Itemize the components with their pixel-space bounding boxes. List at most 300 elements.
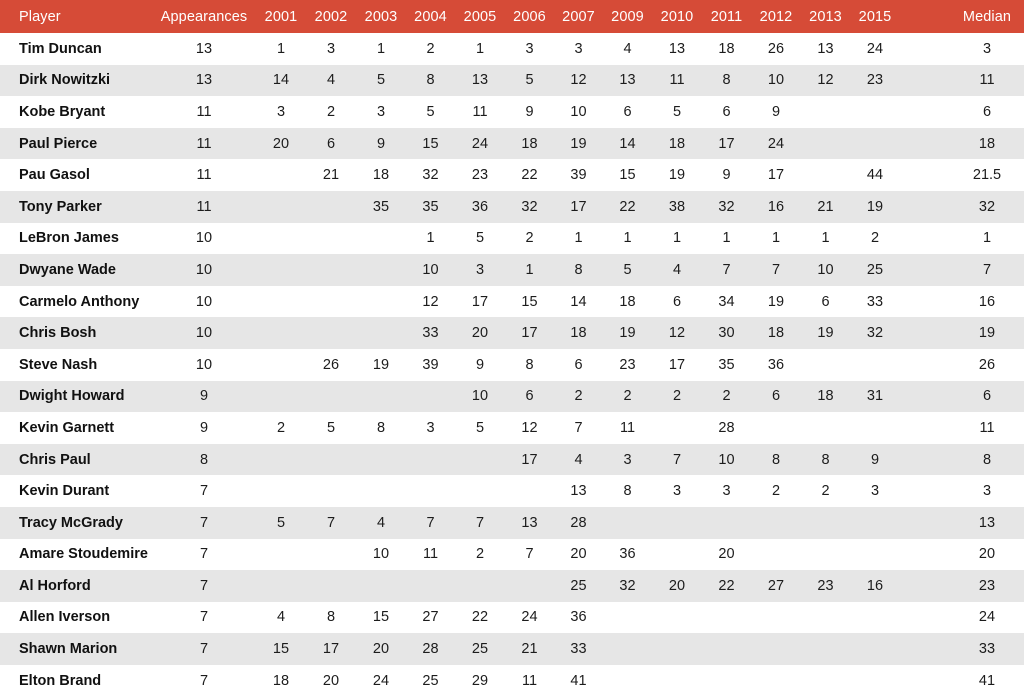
table-cell: 2 [426,40,435,57]
table-cell [801,507,850,539]
table-cell: 25 [866,261,884,278]
player-name-cell: Carmelo Anthony [19,293,140,310]
table-cell: 28 [718,419,735,436]
table-cell: 8 [574,261,583,278]
table-cell [850,412,900,444]
table-cell: 1 [672,230,682,247]
table-cell: 3 [475,261,485,278]
table-cell: 31 [866,388,884,405]
table-cell: 10 [195,293,213,310]
table-cell: 18 [978,135,996,152]
table-cell [256,317,306,349]
table-cell: 1 [771,230,781,247]
table-cell: 13 [570,483,587,500]
table-cell: 19 [866,198,884,215]
table-cell: 35 [422,198,439,215]
table-cell: 8 [821,451,830,468]
table-cell: 10 [767,72,785,89]
table-cell: 18 [372,167,390,184]
table-cell [256,286,306,318]
player-name-cell: Tony Parker [19,198,102,215]
table-cell: 7 [199,483,209,500]
player-name-cell: Tim Duncan [19,40,102,57]
table-cell: 41 [978,672,996,689]
table-cell: 1 [276,40,286,57]
table-cell: 6 [982,103,992,120]
table-cell: 18 [521,135,538,152]
table-cell: 17 [322,641,340,658]
table-cell [256,349,306,381]
table-cell: 4 [672,261,682,278]
table-cell: 20 [322,672,340,689]
player-name-cell: Steve Nash [19,356,98,373]
table-cell: 6 [672,293,682,310]
table-cell [306,475,356,507]
table-cell: 10 [570,103,587,120]
table-cell [256,381,306,413]
table-cell [256,254,306,286]
table-cell: 7 [525,546,534,563]
table-cell: 7 [199,546,209,563]
table-cell [356,475,406,507]
table-row [0,128,1024,160]
table-cell [801,665,850,696]
table-cell: 12 [422,293,439,310]
table-cell: 25 [471,641,489,658]
table-cell: 7 [574,419,583,436]
column-header: Appearances [160,8,248,25]
table-row [0,191,1024,223]
player-name-cell: Allen Iverson [19,609,111,626]
table-cell: 33 [422,325,439,342]
table-row [0,65,1024,97]
table-cell: 6 [623,103,632,120]
table-cell [900,317,950,349]
table-cell: 10 [195,356,213,373]
table-cell: 7 [672,451,682,468]
table-cell: 36 [471,198,489,215]
table-cell: 9 [771,103,781,120]
table-cell: 8 [199,451,209,468]
table-cell [306,317,356,349]
table-cell [900,633,950,665]
table-cell [356,286,406,318]
table-cell: 3 [870,483,880,500]
table-cell [751,665,801,696]
table-row [0,159,1024,191]
table-cell: 12 [668,325,686,342]
table-cell: 9 [870,451,880,468]
table-cell: 10 [195,230,213,247]
table-cell: 7 [722,261,731,278]
table-cell: 22 [619,198,636,215]
table-cell [900,159,950,191]
table-cell: 13 [817,40,834,57]
table-cell: 10 [422,261,439,278]
table-cell [850,96,900,128]
table-cell: 2 [276,419,286,436]
table-cell: 21 [521,641,538,658]
table-cell [652,507,702,539]
table-cell: 3 [276,103,286,120]
table-cell [652,539,702,571]
table-cell: 4 [326,72,336,89]
table-cell: 2 [821,483,830,500]
table-cell [900,254,950,286]
table-cell: 23 [471,167,489,184]
column-header: 2013 [809,8,842,25]
table-cell: 12 [817,72,834,89]
table-cell: 10 [471,388,489,405]
table-row [0,602,1024,634]
table-cell: 22 [718,577,735,594]
table-cell: 32 [521,198,538,215]
table-cell: 13 [978,514,996,531]
table-row [0,33,1024,65]
table-cell: 11 [196,135,212,152]
table-row [0,317,1024,349]
table-row [0,539,1024,571]
table-cell [356,381,406,413]
table-cell [702,602,751,634]
table-cell: 14 [619,135,636,152]
table-cell [505,475,554,507]
table-cell: 2 [525,230,534,247]
table-cell: 33 [866,293,884,310]
table-cell: 17 [767,167,785,184]
table-cell [900,191,950,223]
table-cell: 27 [767,577,785,594]
table-cell [256,539,306,571]
table-cell: 21.5 [972,167,1002,184]
column-header: Player [19,8,61,25]
table-cell [702,665,751,696]
table-cell: 17 [521,451,538,468]
table-cell: 22 [471,609,489,626]
table-row [0,96,1024,128]
table-cell: 11 [422,546,439,563]
table-cell: 3 [376,103,386,120]
table-cell: 23 [866,72,884,89]
table-cell [306,570,356,602]
table-cell: 34 [718,293,735,310]
table-cell: 9 [199,419,209,436]
table-cell: 20 [978,546,996,563]
table-cell: 7 [771,261,781,278]
table-cell: 9 [199,388,209,405]
table-cell [850,507,900,539]
table-cell [900,65,950,97]
table-cell [306,381,356,413]
table-cell: 14 [272,72,290,89]
table-cell: 11 [196,198,212,215]
table-cell [900,570,950,602]
table-cell: 19 [668,167,686,184]
table-cell: 13 [619,72,636,89]
table-cell: 32 [619,577,636,594]
table-cell [801,539,850,571]
table-cell: 2 [574,388,583,405]
player-name-cell: Tracy McGrady [19,514,123,531]
table-cell: 1 [475,40,485,57]
table-cell [801,128,850,160]
table-cell: 35 [718,356,735,373]
table-cell: 18 [272,672,290,689]
table-cell: 11 [521,672,538,689]
table-cell: 2 [475,546,485,563]
table-cell [256,191,306,223]
table-cell [900,223,950,255]
column-header: 2012 [759,8,793,25]
player-name-cell: Dirk Nowitzki [19,72,111,89]
table-cell: 33 [978,641,996,658]
table-cell: 10 [718,451,735,468]
table-cell: 4 [376,514,386,531]
table-row [0,349,1024,381]
table-cell: 1 [821,230,830,247]
table-cell [306,539,356,571]
table-cell [751,539,801,571]
table-cell: 6 [326,135,336,152]
table-cell [256,570,306,602]
table-cell [455,475,505,507]
table-cell: 4 [276,609,286,626]
table-cell: 41 [570,672,587,689]
table-cell: 17 [570,198,587,215]
table-cell: 19 [372,356,390,373]
table-cell: 1 [982,230,992,247]
table-cell [652,633,702,665]
table-cell: 35 [372,198,390,215]
table-cell: 18 [619,293,636,310]
table-row [0,381,1024,413]
table-cell: 28 [570,514,587,531]
table-cell: 8 [623,483,632,500]
table-cell [850,539,900,571]
table-cell: 39 [570,167,587,184]
table-cell: 7 [199,641,209,658]
table-cell [900,602,950,634]
player-name-cell: Chris Paul [19,451,91,468]
table-cell: 29 [471,672,489,689]
column-header: 2003 [364,8,398,25]
table-cell: 8 [525,356,534,373]
table-cell [751,633,801,665]
table-cell: 18 [668,135,686,152]
table-cell: 26 [978,356,996,373]
table-cell: 18 [718,40,735,57]
table-cell: 3 [982,483,992,500]
table-cell: 25 [422,672,439,689]
table-cell: 1 [525,261,534,278]
table-cell: 1 [376,40,386,57]
table-cell: 1 [722,230,731,247]
table-cell: 9 [376,135,386,152]
table-cell: 32 [718,198,735,215]
table-cell: 7 [982,261,992,278]
table-cell: 3 [426,419,435,436]
table-cell: 13 [521,514,538,531]
table-cell: 10 [817,261,834,278]
table-row [0,475,1024,507]
table-cell: 2 [870,230,880,247]
table-cell: 7 [199,577,209,594]
table-cell: 7 [326,514,336,531]
table-cell: 11 [619,419,636,436]
table-cell [900,444,950,476]
player-name-cell: Amare Stoudemire [19,546,148,563]
table-cell: 8 [722,72,731,89]
table-cell: 20 [372,641,390,658]
table-cell [900,96,950,128]
table-cell: 36 [619,546,636,563]
player-name-cell: Kobe Bryant [19,103,106,120]
table-row [0,507,1024,539]
table-cell: 16 [866,577,884,594]
table-row [0,665,1024,696]
table-cell: 5 [326,419,336,436]
table-cell: 6 [821,293,830,310]
table-cell [455,570,505,602]
table-cell: 10 [195,261,213,278]
table-cell: 2 [771,483,781,500]
table-cell: 18 [767,325,785,342]
table-cell: 1 [426,230,435,247]
table-row [0,286,1024,318]
table-cell [652,602,702,634]
table-cell: 3 [982,40,992,57]
table-cell: 33 [570,641,587,658]
table-cell [603,507,652,539]
table-cell: 3 [525,40,534,57]
table-cell: 23 [817,577,834,594]
table-cell: 6 [722,103,731,120]
table-cell: 25 [570,577,587,594]
table-cell: 17 [718,135,735,152]
table-cell [306,254,356,286]
column-header: 2002 [314,8,348,25]
player-name-cell: Chris Bosh [19,325,97,342]
column-header [900,0,950,33]
column-header: 2011 [710,8,743,25]
table-cell [900,349,950,381]
table-cell: 3 [623,451,632,468]
table-cell: 36 [570,609,587,626]
table-cell [603,602,652,634]
table-cell: 5 [475,419,485,436]
table-cell [900,381,950,413]
table-cell: 15 [521,293,538,310]
table-cell [900,539,950,571]
table-cell: 19 [978,325,996,342]
table-cell: 15 [372,609,390,626]
table-cell [751,507,801,539]
table-cell: 1 [574,230,583,247]
table-cell: 2 [623,388,632,405]
table-cell: 11 [979,419,995,436]
table-row [0,254,1024,286]
table-cell [603,633,652,665]
table-cell: 22 [521,167,538,184]
table-cell: 11 [196,167,212,184]
table-cell: 24 [866,40,884,57]
table-cell: 23 [619,356,636,373]
table-cell [356,444,406,476]
table-cell: 27 [422,609,439,626]
column-header: 2004 [414,8,447,25]
table-cell: 24 [767,135,785,152]
table-cell: 9 [475,356,485,373]
table-cell: 39 [422,356,439,373]
table-cell: 24 [978,609,996,626]
table-cell: 20 [272,135,290,152]
table-cell: 24 [521,609,538,626]
table-cell [850,602,900,634]
table-cell: 13 [195,72,213,89]
table-cell [751,602,801,634]
table-cell [306,286,356,318]
table-cell [900,33,950,65]
table-cell: 13 [195,40,213,57]
table-cell: 5 [475,230,485,247]
table-cell: 6 [574,356,583,373]
table-cell: 14 [570,293,587,310]
table-cell [850,349,900,381]
table-cell [900,412,950,444]
table-cell: 17 [471,293,489,310]
table-cell: 11 [196,103,212,120]
table-cell: 3 [326,40,336,57]
table-cell: 2 [326,103,336,120]
table-cell [356,254,406,286]
table-cell: 19 [570,135,587,152]
table-row [0,633,1024,665]
table-cell: 19 [767,293,785,310]
player-name-cell: Al Horford [19,577,91,594]
table-cell: 3 [722,483,731,500]
table-cell: 21 [322,167,340,184]
table-cell [900,286,950,318]
table-cell [900,128,950,160]
table-cell: 32 [978,198,996,215]
table-cell [702,507,751,539]
table-cell: 8 [426,72,435,89]
table-cell [356,223,406,255]
table-cell: 11 [979,72,995,89]
table-cell: 5 [623,261,632,278]
table-cell [850,665,900,696]
table-cell: 36 [767,356,785,373]
table-cell: 7 [199,609,209,626]
table-cell: 11 [669,72,685,89]
column-header: 2005 [463,8,497,25]
table-cell [256,223,306,255]
table-cell: 28 [422,641,439,658]
table-body [0,33,1024,696]
column-header: 2007 [562,8,595,25]
table-cell: 12 [521,419,538,436]
table-row [0,412,1024,444]
table-cell: 13 [471,72,489,89]
column-header: Median [962,8,1012,25]
table-cell: 1 [623,230,632,247]
table-cell: 16 [767,198,785,215]
table-cell [256,159,306,191]
table-cell: 3 [574,40,583,57]
table-cell: 32 [866,325,884,342]
table-cell: 38 [668,198,686,215]
table-cell: 26 [322,356,340,373]
